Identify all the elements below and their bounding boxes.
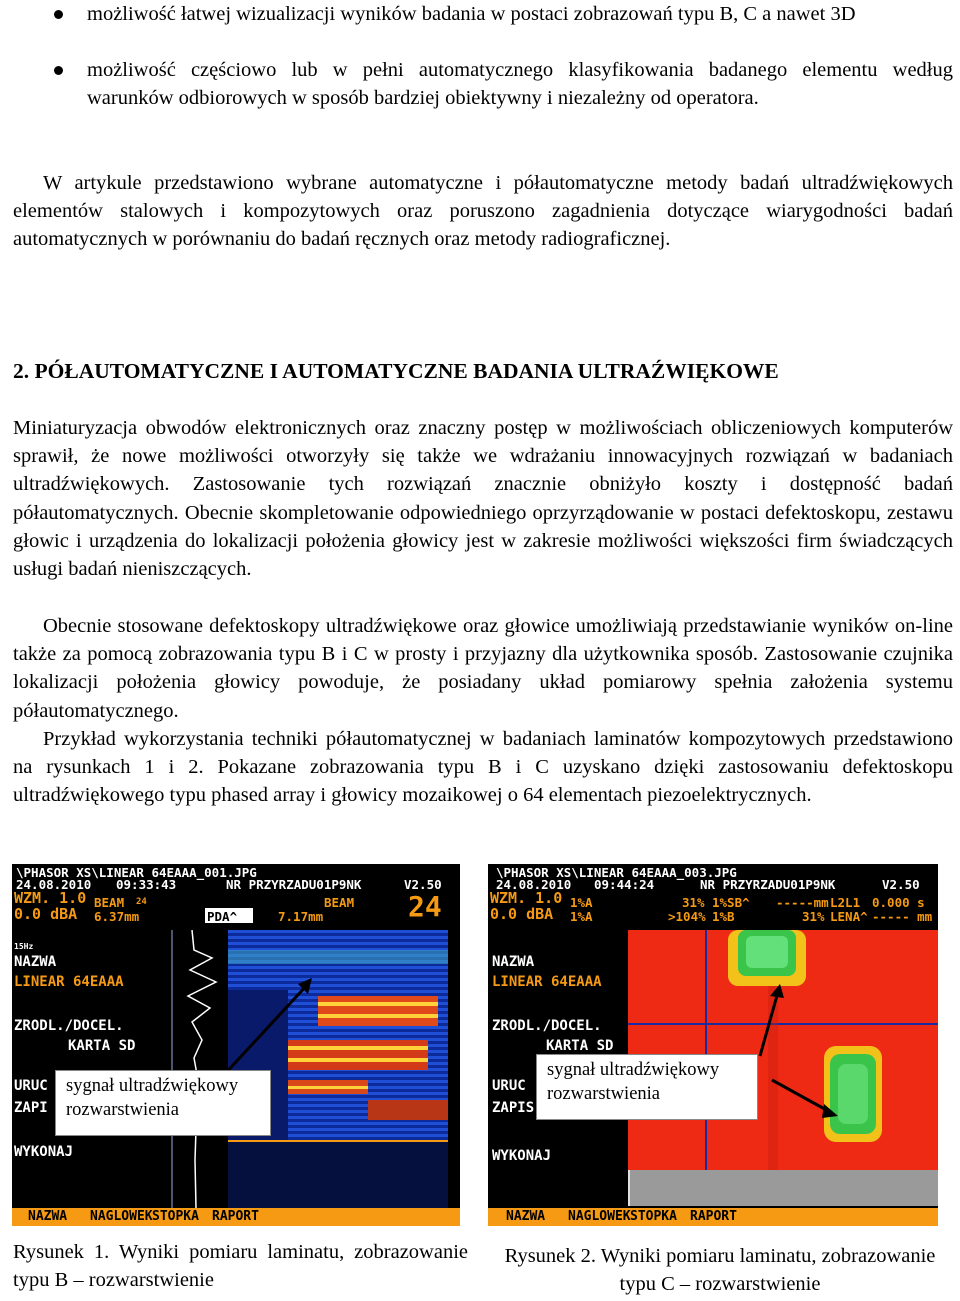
fig1-time: 09:33:43 [116,877,177,892]
fig1-zrodl: ZRODL./DOCEL. [14,1018,124,1034]
fig2-nazwa: NAZWA [492,954,535,970]
fig2-a2: 1%A [570,909,593,924]
fig2-menu-naglowek[interactable]: NAGLOWEK [568,1209,631,1224]
fig1-menu-stopka[interactable]: STOPKA [152,1209,199,1224]
figure-2-cscan [488,864,938,1226]
fig1-nazwa: NAZWA [14,954,57,970]
fig2-wykonaj: WYKONAJ [492,1148,552,1164]
fig2-lenav: ----- mm [872,909,933,924]
fig2-zrodl: ZRODL./DOCEL. [492,1018,602,1034]
figure-1-caption: Rysunek 1. Wyniki pomiaru laminatu, zobrazowanie typu B – rozwarstwienie [13,1241,468,1291]
fig2-menu-raport[interactable]: RAPORT [690,1209,737,1224]
fig2-ll: L2L1 [830,895,861,910]
fig1-karta: KARTA SD [68,1038,136,1054]
fig1-zapi: ZAPI [14,1100,48,1116]
fig2-callout: sygnał ultradźwiękowy rozwarstwienia [536,1054,758,1120]
bullet-item-2: możliwość częściowo lub w pełni automatycznego klasyfikowania badanego elementu według warunków odbiorowych w sposób bardziej obiektywny i niezależny od operatora. [87,59,953,110]
intro-paragraph [13,169,953,254]
fig2-a2v: >104% [668,909,706,924]
fig1-path: \PHASOR XS\LINEAR 64EAAA_001.JPG [16,865,257,880]
fig1-file: NR PRZYRZADU01P9NK [226,877,362,892]
bullet-item-1: możliwość łatwej wizualizacji wyników badania w postaci zobrazowań typu B, C a nawet 3D [87,3,856,25]
fig2-wzm: WZM. 1.0 [490,889,563,907]
bullet-dot [54,66,63,75]
fig1-big-number: 24 [408,890,442,923]
fig1-linear: LINEAR 64EAAA [14,974,124,990]
paragraph-3-text: Przykład wykorzystania techniki półautomatycznej w badaniach laminatów kompozytowych przedstawiono na rysunkach 1 i 2. Pokazane zobrazowania typu B i C uzyskano dzięki zastosowaniu defektoskopu ultradźwiękowego typu phased array i głowicy mozaikowej o 64 elementach piezoelektrycznych. [13,728,953,807]
fig1-wzm: WZM. 1.0 [14,889,87,907]
fig2-karta: KARTA SD [546,1038,614,1054]
fig2-sb: 1%SB^ [712,895,750,910]
fig1-version: V2.50 [404,877,442,892]
fig1-date: 24.08.2010 [16,877,92,892]
fig2-time: 09:44:24 [594,877,655,892]
fig1-uruc: URUC [14,1078,48,1094]
fig2-b2v: 31% [802,909,825,924]
fig2-a1: 1%A [570,895,593,910]
fig1-beam-val: 24 [136,897,147,907]
fig2-file: NR PRZYRZADU01P9NK [700,877,836,892]
paragraph-2 [13,612,953,725]
fig2-path: \PHASOR XS\LINEAR 64EAAA_003.JPG [496,865,737,880]
fig1-hz: 15Hz [14,942,34,951]
fig2-sbv: -----mm [776,895,829,910]
fig2-version: V2.50 [882,877,920,892]
section-heading: 2. PÓŁAUTOMATYCZNE I AUTOMATYCZNE BADANIA ULTRAŹWIĘKOWE [13,359,779,383]
fig2-linear: LINEAR 64EAAA [492,974,602,990]
figure-2-caption-text: Rysunek 2. Wyniki pomiaru laminatu, zobrazowanie typu C – rozwarstwienie [504,1245,936,1295]
fig2-zapis: ZAPIS [492,1100,535,1116]
figure-2-caption [490,1242,950,1298]
fig1-pda2: 7.17mm [278,909,324,924]
fig1-callout: sygnał ultradźwiękowy rozwarstwienia [55,1070,271,1136]
fig1-pda1: 6.37mm [94,909,140,924]
fig2-menu-stopka[interactable]: STOPKA [630,1209,677,1224]
fig2-db: 0.0 dBA [490,905,554,923]
fig1-menu-nazwa[interactable]: NAZWA [28,1209,68,1224]
fig1-menu-naglowek[interactable]: NAGLOWEK [90,1209,153,1224]
intro-paragraph-text: W artykule przedstawiono wybrane automatyczne i półautomatyczne metody badań ultradźwiękowych elementów stalowych i kompozytowych oraz poruszono zagadnienia dotyczące wiarygodności badań automatycznych w porównaniu do badań ręcznych oraz metody radiograficznej. [13,172,953,251]
paragraph-3 [13,725,953,810]
fig1-menu-raport[interactable]: RAPORT [212,1209,259,1224]
fig1-db: 0.0 dBA [14,905,78,923]
paragraph-2-text: Obecnie stosowane defektoskopy ultradźwiękowe oraz głowice umożliwiają przedstawianie wyników on-line także za pomocą zobrazowania typu B i C w prosty i przyjazny dla użytkownika sposób. Zastosowanie czujnika lokalizacji położenia głowicy powoduje, że posiadany układ pomiarowy spełnia założenia systemu półautomatycznego. [13,615,953,722]
fig2-date: 24.08.2010 [496,877,572,892]
fig1-beam2: BEAM [324,895,355,910]
fig2-llv: 0.000 s [872,895,925,910]
fig2-b2: 1%B [712,909,735,924]
fig1-pda-label: PDA^ [207,909,238,924]
paragraph-1: Miniaturyzacja obwodów elektronicznych oraz znaczny postęp w możliwościach obliczeniowych komputerów sprawił, że nowe możliwości otworzyły się także we wdrażaniu innowacyjnych rozwiązań w badaniach ultradźwiękowych. Zastosowanie tych rozwiązań znacznie obniżyło koszty i dostępność badań półautomatycznych. Obecnie skompletowanie odpowiedniego oprzyrządowanie w postaci defektoskopu, zestawu głowic i urządzenia do lokalizacji położenia głowicy jest w zakresie możliwości większości firm świadczących usługi badań nieniszczących. [13,417,953,581]
bullet-dot [54,10,63,19]
fig2-lena: LENA^ [830,909,868,924]
fig2-a1v: 31% [682,895,705,910]
fig1-wykonaj: WYKONAJ [14,1144,74,1160]
fig1-beam: BEAM [94,895,125,910]
fig2-uruc: URUC [492,1078,526,1094]
fig2-menu-nazwa[interactable]: NAZWA [506,1209,546,1224]
